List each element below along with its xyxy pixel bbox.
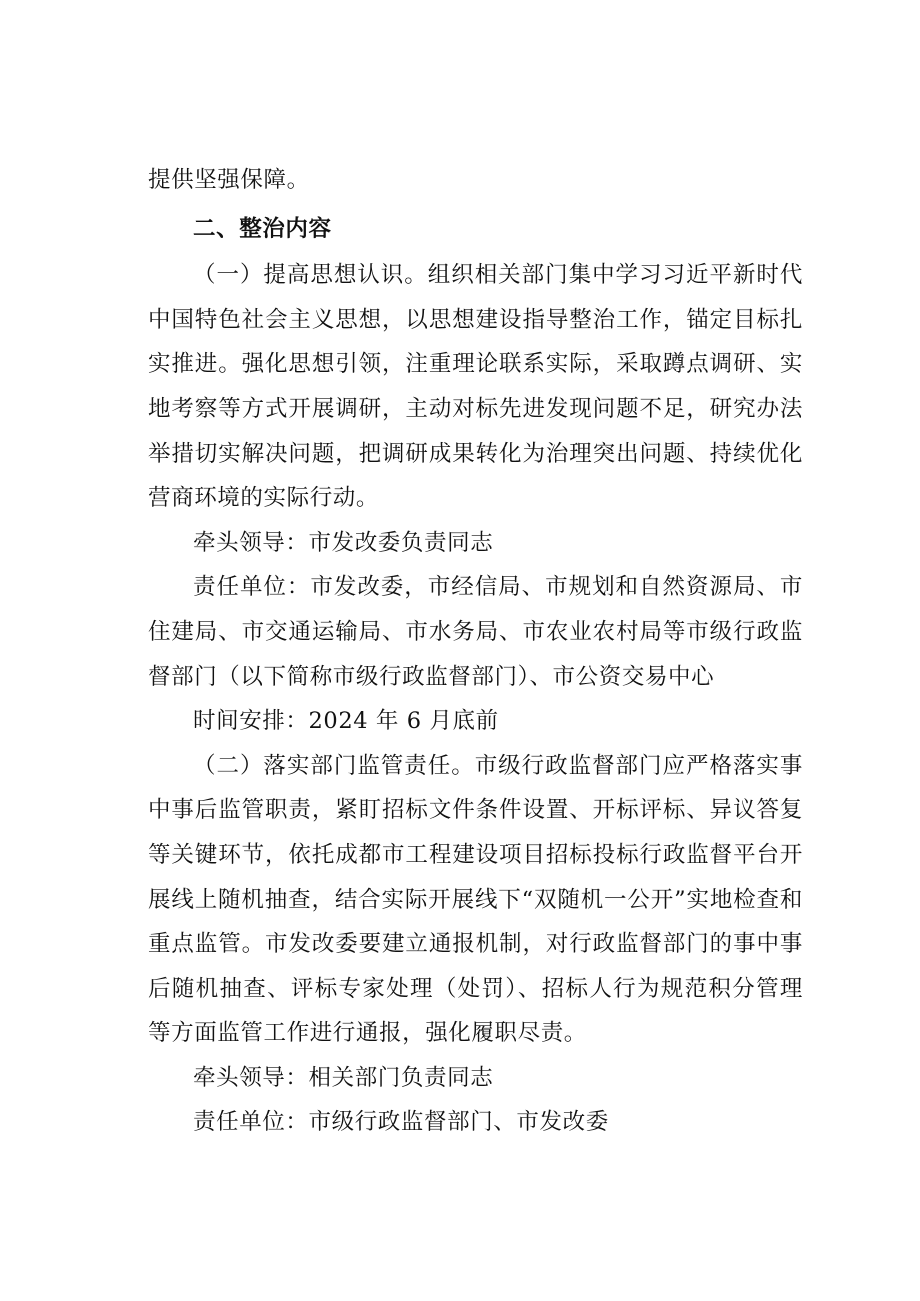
item-2-responsible-units: 责任单位：市级行政监督部门、市发改委 [193,1109,609,1136]
item-1-schedule: 时间安排：2024 年 6 月底前 [193,708,499,735]
item-2-paragraph: （二）落实部门监管责任。市级行政监督部门应严格落实事中事后监管职责，紧盯招标文件条件设置、开标评标、异议答复等关键环节，依托成都市工程建设项目招标投标行政监督平台开展线上随机抽查，结合实际开展线下“双随机一公开”实地检查和重点监管。市发改委要建立通报机制，对行政监督部门的事中事后随机抽查、评标专家处理（处罚）、招标人行为规范积分管理等方面监管工作进行通报，强化履职尽责。 [148,752,803,1047]
item-1-lead-leader: 牵头领导：市发改委负责同志 [193,529,494,556]
section-heading: 二、整治内容 [193,215,332,242]
continuation-paragraph: 提供坚强保障。 [148,167,310,193]
document-body [148,158,803,1145]
item-2-lead-leader: 牵头领导：相关部门负责同志 [193,1064,494,1091]
item-1-responsible-units: 责任单位：市发改委，市经信局、市规划和自然资源局、市住建局、市交通运输局、市水务局、市农业农村局等市级行政监督部门（以下简称市级行政监督部门）、市公资交易中心 [148,574,803,690]
item-1-paragraph: （一）提高思想认识。组织相关部门集中学习习近平新时代中国特色社会主义思想，以思想建设指导整治工作，锚定目标扎实推进。强化思想引领，注重理论联系实际，采取蹲点调研、实地考察等方式开展调研，主动对标先进发现问题不足，研究办法举措切实解决问题，把调研成果转化为治理突出问题、持续优化营商环境的实际行动。 [148,262,803,512]
